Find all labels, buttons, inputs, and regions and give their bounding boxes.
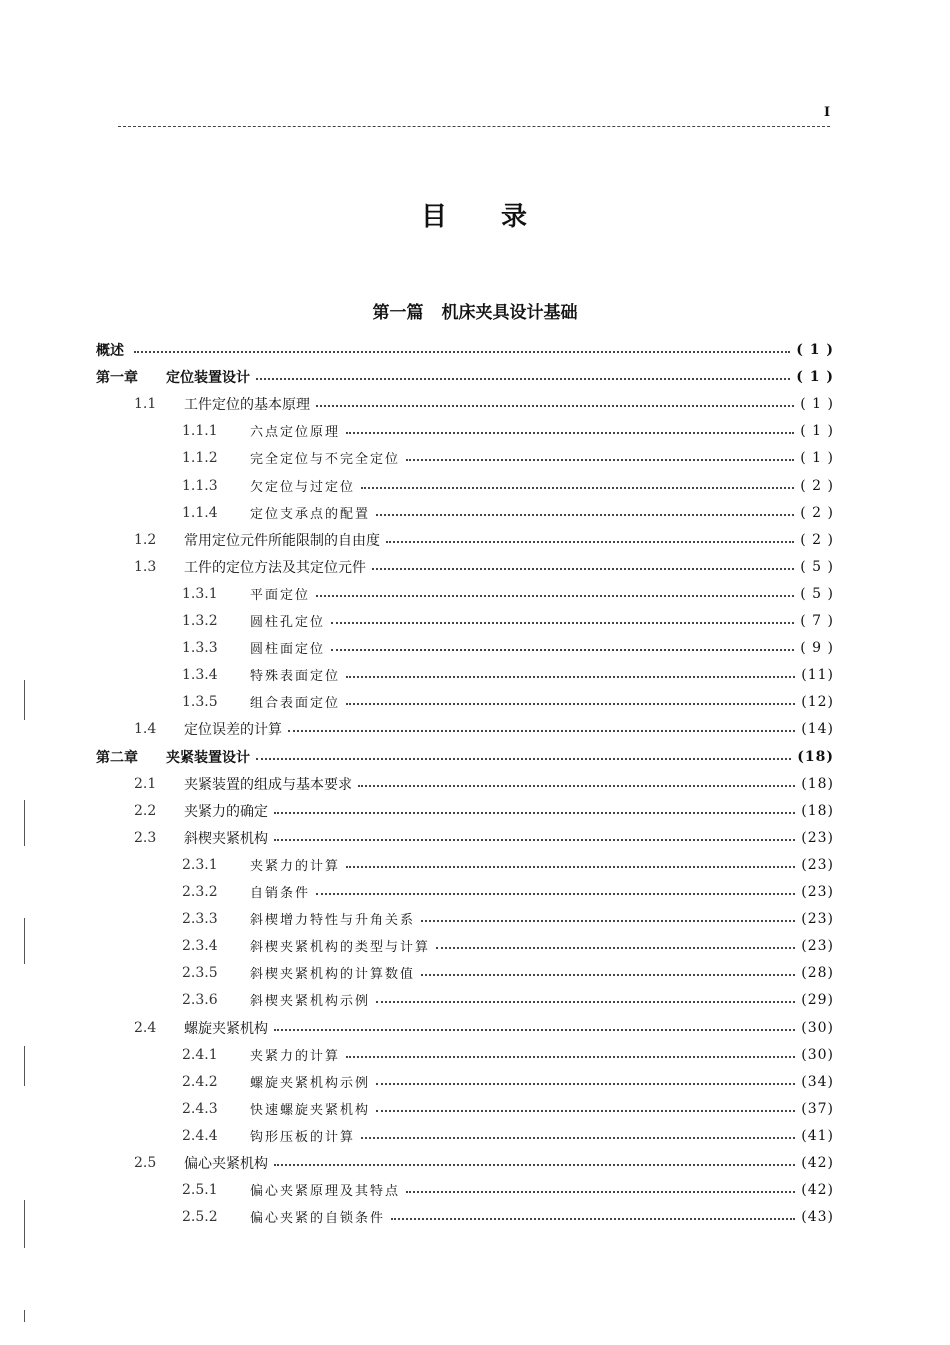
toc-entry-title: 圆柱孔定位: [250, 615, 326, 630]
toc-entry-title: 偏心夹紧的自锁条件: [250, 1211, 386, 1226]
toc-entry-number: 1.1.1: [182, 422, 218, 439]
toc-title: [0, 196, 950, 233]
toc-entry-number: 2.3: [134, 829, 157, 846]
toc-entry-page: (28): [801, 964, 834, 981]
toc-entry-title: 偏心夹紧原理及其特点: [250, 1184, 401, 1199]
toc-entry-page: (43): [801, 1208, 834, 1225]
toc-entry: [96, 363, 834, 390]
toc-entry-title: 常用定位元件所能限制的自由度: [184, 532, 380, 549]
toc-entry: [182, 959, 834, 986]
header-rule: [118, 126, 830, 127]
toc-dot-leader: [358, 785, 795, 787]
toc-dot-leader: [316, 405, 794, 407]
toc-entry: [182, 905, 834, 932]
toc-entry-page: (37): [801, 1100, 834, 1117]
toc-entry-title: 螺旋夹紧机构示例: [250, 1076, 371, 1091]
toc-entry: [134, 526, 834, 553]
toc-entry-number: 2.3.4: [182, 937, 218, 954]
toc-entry-title: 夹紧装置的组成与基本要求: [184, 776, 352, 793]
toc-entry-number: 1.4: [134, 720, 157, 737]
toc-entry-page: ( 9 ): [800, 639, 834, 656]
toc-dot-leader: [256, 758, 791, 760]
toc-entry-page: ( 1 ): [800, 422, 834, 439]
toc-entry-title: 夹紧装置设计: [166, 749, 250, 766]
toc-dot-leader: [406, 459, 794, 461]
toc-entry-number: 1.3.3: [182, 639, 218, 656]
toc-entry-page: ( 7 ): [800, 612, 834, 629]
toc-dot-leader: [274, 1164, 795, 1166]
toc-entry-title: 自销条件: [250, 886, 311, 901]
toc-entry-number: 第二章: [96, 749, 138, 766]
toc-entry-page: (29): [801, 991, 834, 1008]
toc-entry: [134, 1149, 834, 1176]
toc-dot-leader: [346, 1056, 795, 1058]
toc-entry-number: 2.4.2: [182, 1073, 218, 1090]
toc-entry-number: 2.4.1: [182, 1046, 218, 1063]
toc-entry-page: (34): [801, 1073, 834, 1090]
toc-entry-number: 1.1.3: [182, 477, 218, 494]
toc-entry-title: 螺旋夹紧机构: [184, 1020, 268, 1037]
toc-dot-leader: [372, 568, 794, 570]
toc-entry-title: 斜楔增力特性与升角关系: [250, 913, 416, 928]
toc-entry-number: 第一章: [96, 369, 138, 386]
toc-entry-number: 1.1: [134, 395, 157, 412]
toc-entry: [134, 824, 834, 851]
toc-entry-title: 定位误差的计算: [184, 721, 282, 738]
toc-dot-leader: [376, 1110, 795, 1112]
toc-entry: [182, 444, 834, 471]
toc-entry-page: (42): [801, 1181, 834, 1198]
toc-entry-page: ( 1 ): [800, 395, 834, 412]
toc-entry-title: 定位装置设计: [166, 369, 250, 386]
part-label: 第一篇: [372, 303, 424, 323]
toc-entry-number: 2.1: [134, 775, 157, 792]
toc-entry-page: (23): [801, 910, 834, 927]
toc-entry-page: (23): [801, 937, 834, 954]
toc-entry-title: 特殊表面定位: [250, 669, 341, 684]
toc-entry: [182, 688, 834, 715]
toc-dot-leader: [274, 839, 795, 841]
toc-entry-page: (14): [801, 720, 834, 737]
toc-entry-title: 组合表面定位: [250, 696, 341, 711]
toc-entry-title: 欠定位与过定位: [250, 480, 356, 495]
toc-entry-title: 斜楔夹紧机构的计算数值: [250, 967, 416, 982]
toc-entry-title: 工件的定位方法及其定位元件: [184, 559, 366, 576]
toc-entry: [182, 878, 834, 905]
toc-entry: [182, 472, 834, 499]
toc-dot-leader: [361, 1137, 795, 1139]
scan-margin-mark: [24, 1046, 25, 1086]
toc-entry: [182, 661, 834, 688]
scan-margin-mark: [24, 1200, 25, 1248]
toc-dot-leader: [316, 595, 794, 597]
toc-dot-leader: [421, 974, 795, 976]
toc-entry: [182, 499, 834, 526]
toc-entry-page: ( 2 ): [800, 504, 834, 521]
toc-entry: [182, 1068, 834, 1095]
toc-entry-number: 2.4.4: [182, 1127, 218, 1144]
scan-margin-mark: [24, 1310, 25, 1322]
toc-entry: [182, 1095, 834, 1122]
toc-entry-number: 1.2: [134, 531, 157, 548]
toc-entry-page: (11): [801, 666, 834, 683]
toc-dot-leader: [288, 730, 795, 732]
toc-entry: [134, 715, 834, 742]
toc-dot-leader: [256, 378, 790, 380]
toc-dot-leader: [376, 514, 794, 516]
toc-entry-number: 2.5.2: [182, 1208, 218, 1225]
toc-entry-title: 圆柱面定位: [250, 642, 326, 657]
toc-dot-leader: [274, 812, 795, 814]
toc-entry-number: 2.3.3: [182, 910, 218, 927]
toc-entry: [182, 986, 834, 1013]
toc-title-first: 目: [420, 202, 449, 232]
part-title: [0, 298, 950, 323]
toc-entry-title: 夹紧力的计算: [250, 1049, 341, 1064]
toc-dot-leader: [331, 649, 794, 651]
toc-dot-leader: [406, 1191, 795, 1193]
toc-entry-title: 平面定位: [250, 588, 311, 603]
toc-entry-page: ( 5 ): [800, 585, 834, 602]
toc-entry-number: 2.3.6: [182, 991, 218, 1008]
toc-entry-page: (23): [801, 883, 834, 900]
toc-entry-title: 斜楔夹紧机构示例: [250, 994, 371, 1009]
toc-entry-title: 完全定位与不完全定位: [250, 452, 401, 467]
part-name: 机床夹具设计基础: [441, 303, 578, 323]
toc-entry: [182, 1176, 834, 1203]
toc-entry: [182, 634, 834, 661]
toc-entry-page: ( 2 ): [800, 477, 834, 494]
toc-entry: [96, 743, 834, 770]
toc-entry: [182, 851, 834, 878]
toc-entry-number: 2.3.5: [182, 964, 218, 981]
toc-entry-number: 1.3.5: [182, 693, 218, 710]
toc-dot-leader: [376, 1083, 795, 1085]
toc-entry-title: 斜楔夹紧机构: [184, 830, 268, 847]
toc-entry-page: (42): [801, 1154, 834, 1171]
toc-dot-leader: [316, 893, 795, 895]
toc-entry-page: (23): [801, 829, 834, 846]
toc-entry-number: 1.3.1: [182, 585, 218, 602]
scan-margin-mark: [24, 680, 25, 720]
toc-entry-number: 2.3.2: [182, 883, 218, 900]
toc-entry-title: 快速螺旋夹紧机构: [250, 1103, 371, 1118]
toc-dot-leader: [386, 541, 794, 543]
toc-entry-number: 2.5.1: [182, 1181, 218, 1198]
toc-entry-number: 1.1.2: [182, 449, 218, 466]
toc-entry-page: (18): [801, 802, 834, 819]
toc-entry-number: 1.3.4: [182, 666, 218, 683]
toc-entry: [182, 1203, 834, 1230]
toc-entry-page: ( 1 ): [800, 449, 834, 466]
toc-entry-title: 夹紧力的计算: [250, 859, 341, 874]
toc-entry-page: ( 5 ): [800, 558, 834, 575]
toc-entry-number: 2.2: [134, 802, 157, 819]
toc-entry-number: 1.1.4: [182, 504, 218, 521]
toc-entry: [134, 390, 834, 417]
toc-entry-page: ( 1 ): [796, 368, 834, 385]
toc-entry: [182, 580, 834, 607]
toc-entry: [182, 1041, 834, 1068]
toc-entry-title: 六点定位原理: [250, 425, 341, 440]
toc-title-second: 录: [501, 202, 530, 232]
toc-entry-page: ( 2 ): [800, 531, 834, 548]
toc-entry-page: (30): [801, 1019, 834, 1036]
toc-entry: [96, 336, 834, 363]
toc-entry: [182, 417, 834, 444]
scan-margin-mark: [24, 800, 25, 846]
toc-entry-title: 夹紧力的确定: [184, 803, 268, 820]
toc-dot-leader: [346, 703, 795, 705]
toc-entry-number: 1.3: [134, 558, 157, 575]
toc-entry: [182, 932, 834, 959]
toc-entry-number: 2.4: [134, 1019, 157, 1036]
toc-dot-leader: [346, 866, 795, 868]
toc-entry-title: 斜楔夹紧机构的类型与计算: [250, 940, 431, 955]
toc-dot-leader: [361, 487, 794, 489]
toc-entry-page: (18): [801, 775, 834, 792]
toc-dot-leader: [376, 1001, 795, 1003]
toc-dot-leader: [274, 1029, 795, 1031]
toc-entry-page: ( 1 ): [796, 341, 834, 358]
toc-entry-title: 概述: [96, 342, 124, 359]
toc-dot-leader: [134, 351, 790, 353]
toc-entry-number: 2.3.1: [182, 856, 218, 873]
toc-entry-number: 2.4.3: [182, 1100, 218, 1117]
toc-entry: [182, 1122, 834, 1149]
toc-entry-page: (18): [797, 748, 834, 765]
toc-entry: [134, 797, 834, 824]
toc-dot-leader: [346, 676, 795, 678]
toc-entry: [134, 553, 834, 580]
toc-dot-leader: [391, 1218, 795, 1220]
scan-margin-mark: [24, 918, 25, 964]
toc-entry-number: 1.3.2: [182, 612, 218, 629]
toc-entry-page: (23): [801, 856, 834, 873]
toc-entry-title: 钩形压板的计算: [250, 1130, 356, 1145]
toc-entry: [182, 607, 834, 634]
toc-entry-number: 2.5: [134, 1154, 157, 1171]
toc-dot-leader: [346, 432, 794, 434]
toc-dot-leader: [421, 920, 795, 922]
toc-entry-title: 定位支承点的配置: [250, 507, 371, 522]
toc-entry-page: (41): [801, 1127, 834, 1144]
toc-entry: [134, 1014, 834, 1041]
toc-dot-leader: [436, 947, 795, 949]
toc-entry-title: 偏心夹紧机构: [184, 1155, 268, 1172]
toc-entry-title: 工件定位的基本原理: [184, 396, 310, 413]
toc-dot-leader: [331, 622, 794, 624]
toc-entry-page: (30): [801, 1046, 834, 1063]
toc-entry-page: (12): [801, 693, 834, 710]
toc-entry: [134, 770, 834, 797]
page-number: I: [824, 105, 831, 120]
